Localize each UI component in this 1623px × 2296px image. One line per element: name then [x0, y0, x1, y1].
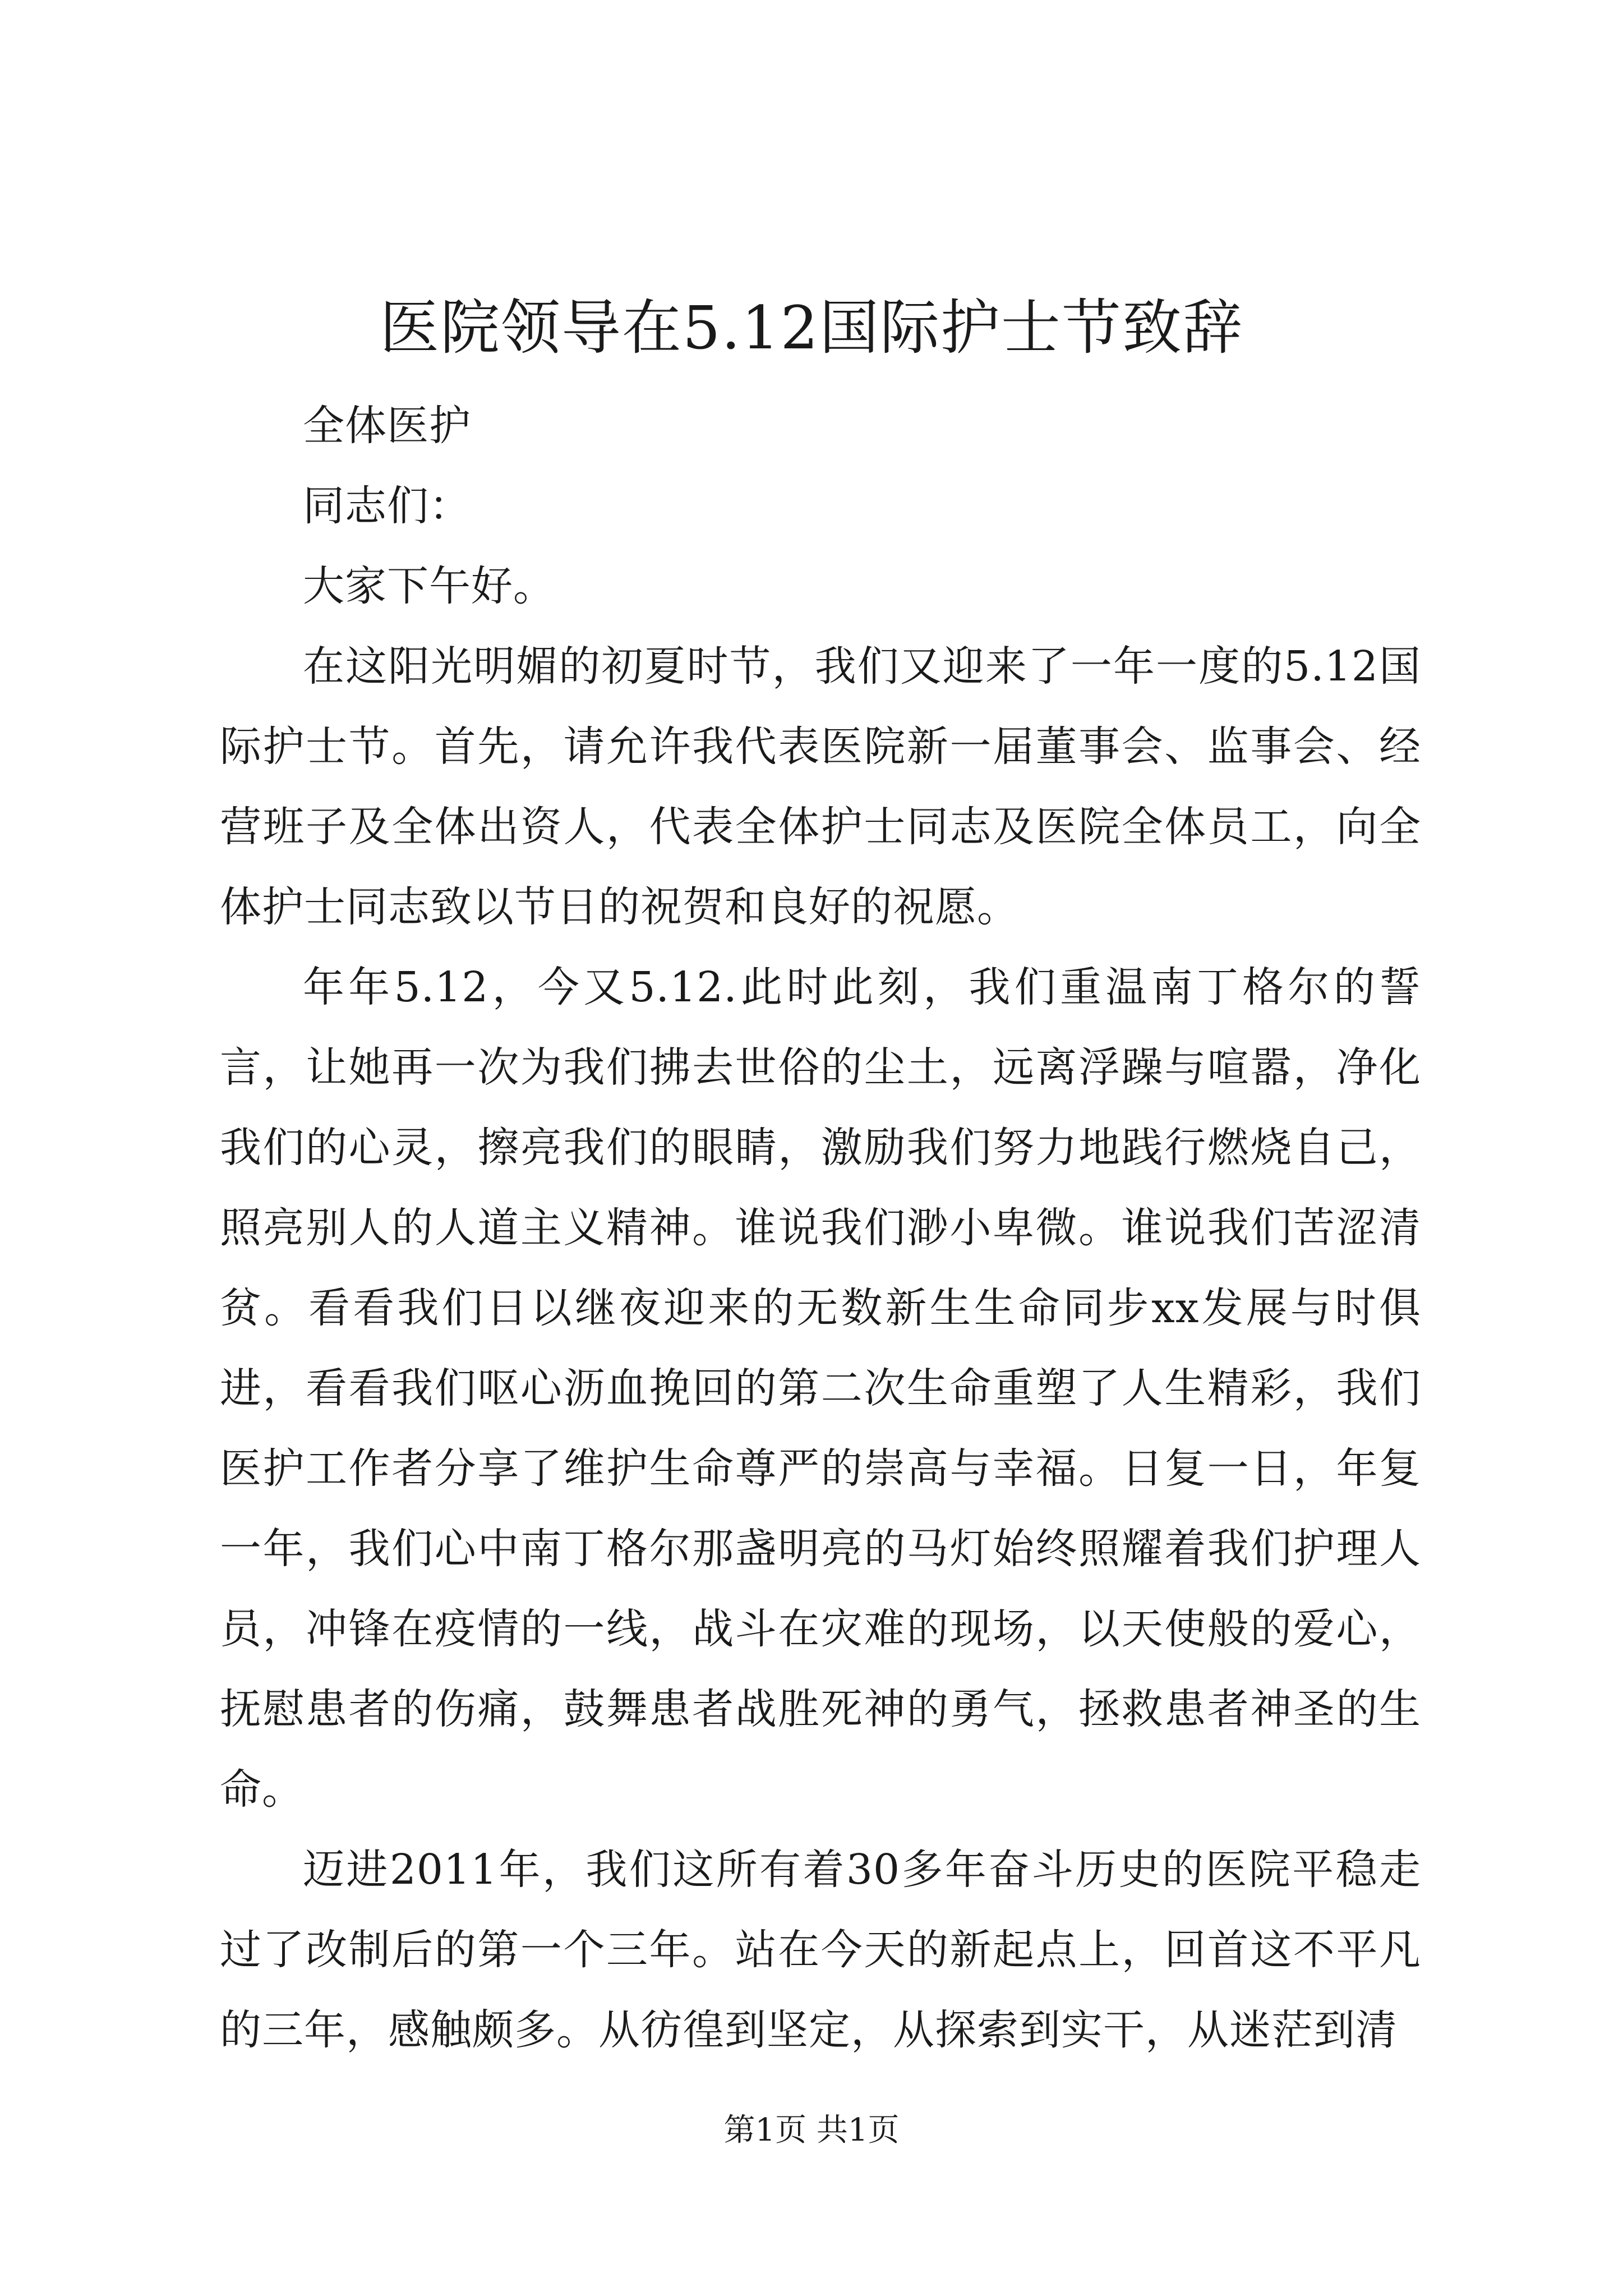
- page-footer: 第1页 共1页: [723, 2112, 900, 2148]
- document-body: [220, 386, 1421, 2070]
- body-paragraph: 迈进2011年，我们这所有着30多年奋斗历史的医院平稳走过了改制后的第一个三年。站在今天的新起点上，回首这不平凡的三年，感触颇多。从彷徨到坚定，从探索到实干，从迷茫到清: [220, 1846, 1421, 2054]
- greeting-paragraph: 大家下午好。: [303, 562, 555, 610]
- salutation-line-2: 同志们：: [303, 482, 471, 530]
- body-paragraph: 在这阳光明媚的初夏时节，我们又迎来了一年一度的5.12国际护士节。首先，请允许我代表医院新一届董事会、监事会、经营班子及全体出资人，代表全体护士同志及医院全体员工，向全体护士同志致以节日的祝贺和良好的祝愿。: [220, 642, 1421, 931]
- document-title: 医院领导在5.12国际护士节致辞: [379, 293, 1243, 362]
- body-paragraph: 年年5.12，今又5.12.此时此刻，我们重温南丁格尔的誓言，让她再一次为我们拂去世俗的尘土，远离浮躁与喧嚣，净化我们的心灵，擦亮我们的眼睛，激励我们努力地践行燃烧自己，照亮别人的人道主义精神。谁说我们渺小卑微。谁说我们苦涩清贫。看看我们日以继夜迎来的无数新生生命同步xx发展与时俱进，看看我们呕心沥血挽回的第二次生命重塑了人生精彩，我们医护工作者分享了维护生命尊严的崇高与幸福。日复一日，年复一年，我们心中南丁格尔那盏明亮的马灯始终照耀着我们护理人员，冲锋在疫情的一线，战斗在灾难的现场，以天使般的爱心，抚慰患者的伤痛，鼓舞患者战胜死神的勇气，拯救患者神圣的生命。: [220, 963, 1421, 1814]
- salutation-line-1: 全体医护: [303, 402, 471, 450]
